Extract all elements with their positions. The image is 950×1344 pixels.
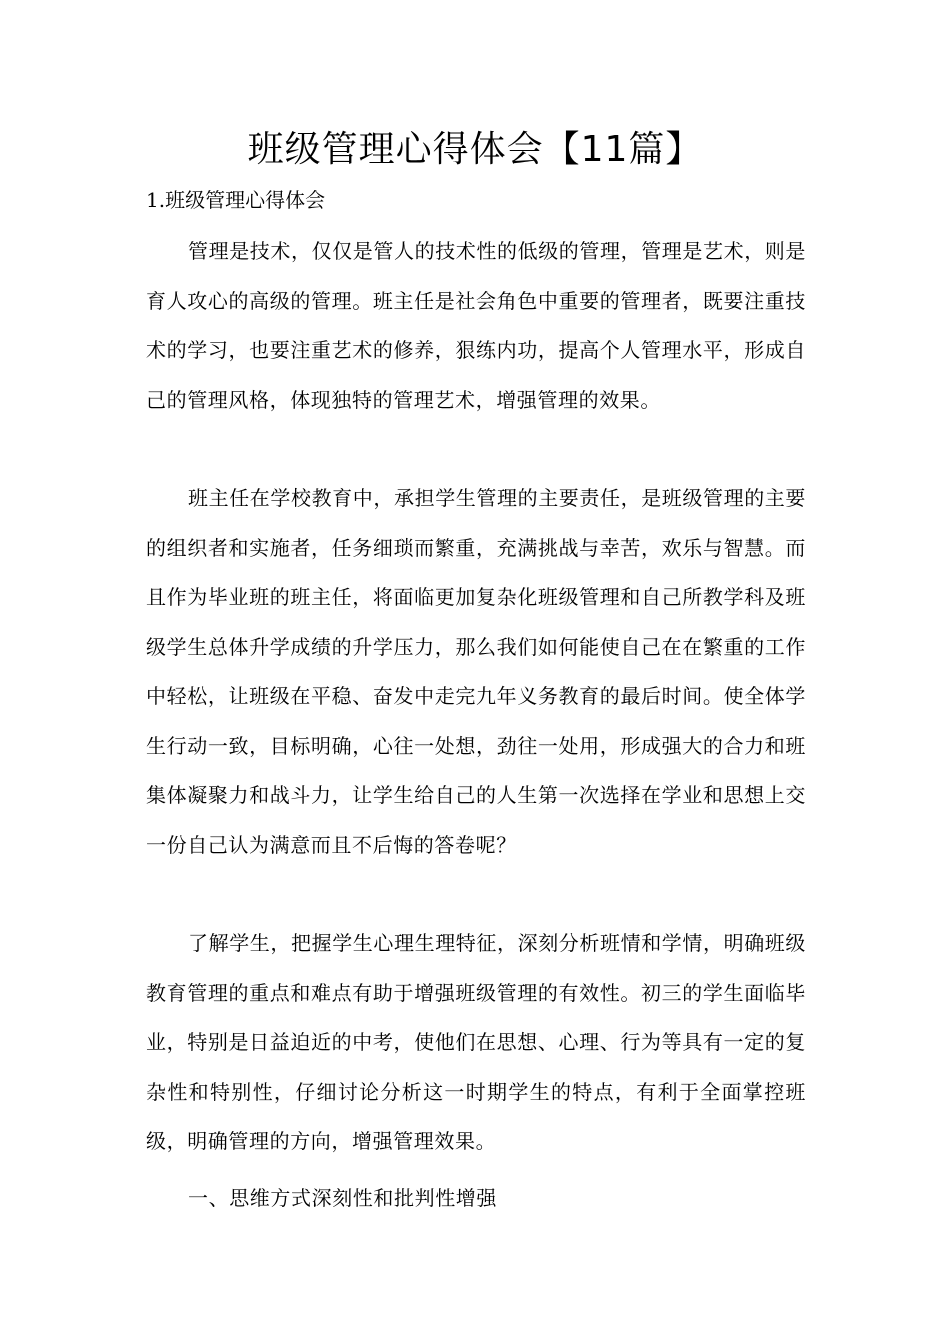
- paragraph-3: 了解学生，把握学生心理生理特征，深刻分析班情和学情，明确班级教育管理的重点和难点有助于增强班级管理的有效性。初三的学生面临毕业，特别是日益迫近的中考，使他们在思想、心理、行为等具有一定的复杂性和特别性，仔细讨论分析这一时期学生的特点，有利于全面掌控班级，明确管理的方向，增强管理效果。: [146, 931, 806, 1153]
- section-heading: 1.班级管理心得体会: [146, 188, 326, 212]
- paragraph-2: 班主任在学校教育中，承担学生管理的主要责任，是班级管理的主要的组织者和实施者，任务细琐而繁重，充满挑战与幸苦，欢乐与智慧。而且作为毕业班的班主任，将面临更加复杂化班级管理和自己所教学科及班级学生总体升学成绩的升学压力，那么我们如何能使自己在在繁重的工作中轻松，让班级在平稳、奋发中走完九年义务教育的最后时间。使全体学生行动一致，目标明确，心往一处想，劲往一处用，形成强大的合力和班集体凝聚力和战斗力，让学生给自己的人生第一次选择在学业和思想上交一份自己认为满意而且不后悔的答卷呢？: [146, 486, 806, 857]
- sub-heading: 一、思维方式深刻性和批判性增强: [188, 1186, 497, 1210]
- paragraph-1: 管理是技术，仅仅是管人的技术性的低级的管理，管理是艺术，则是育人攻心的高级的管理。班主任是社会角色中重要的管理者，既要注重技术的学习，也要注重艺术的修养，狠练内功，提高个人管理水平，形成自己的管理风格，体现独特的管理艺术，增强管理的效果。: [146, 239, 806, 412]
- document-title: 班级管理心得体会【11篇】: [247, 129, 703, 170]
